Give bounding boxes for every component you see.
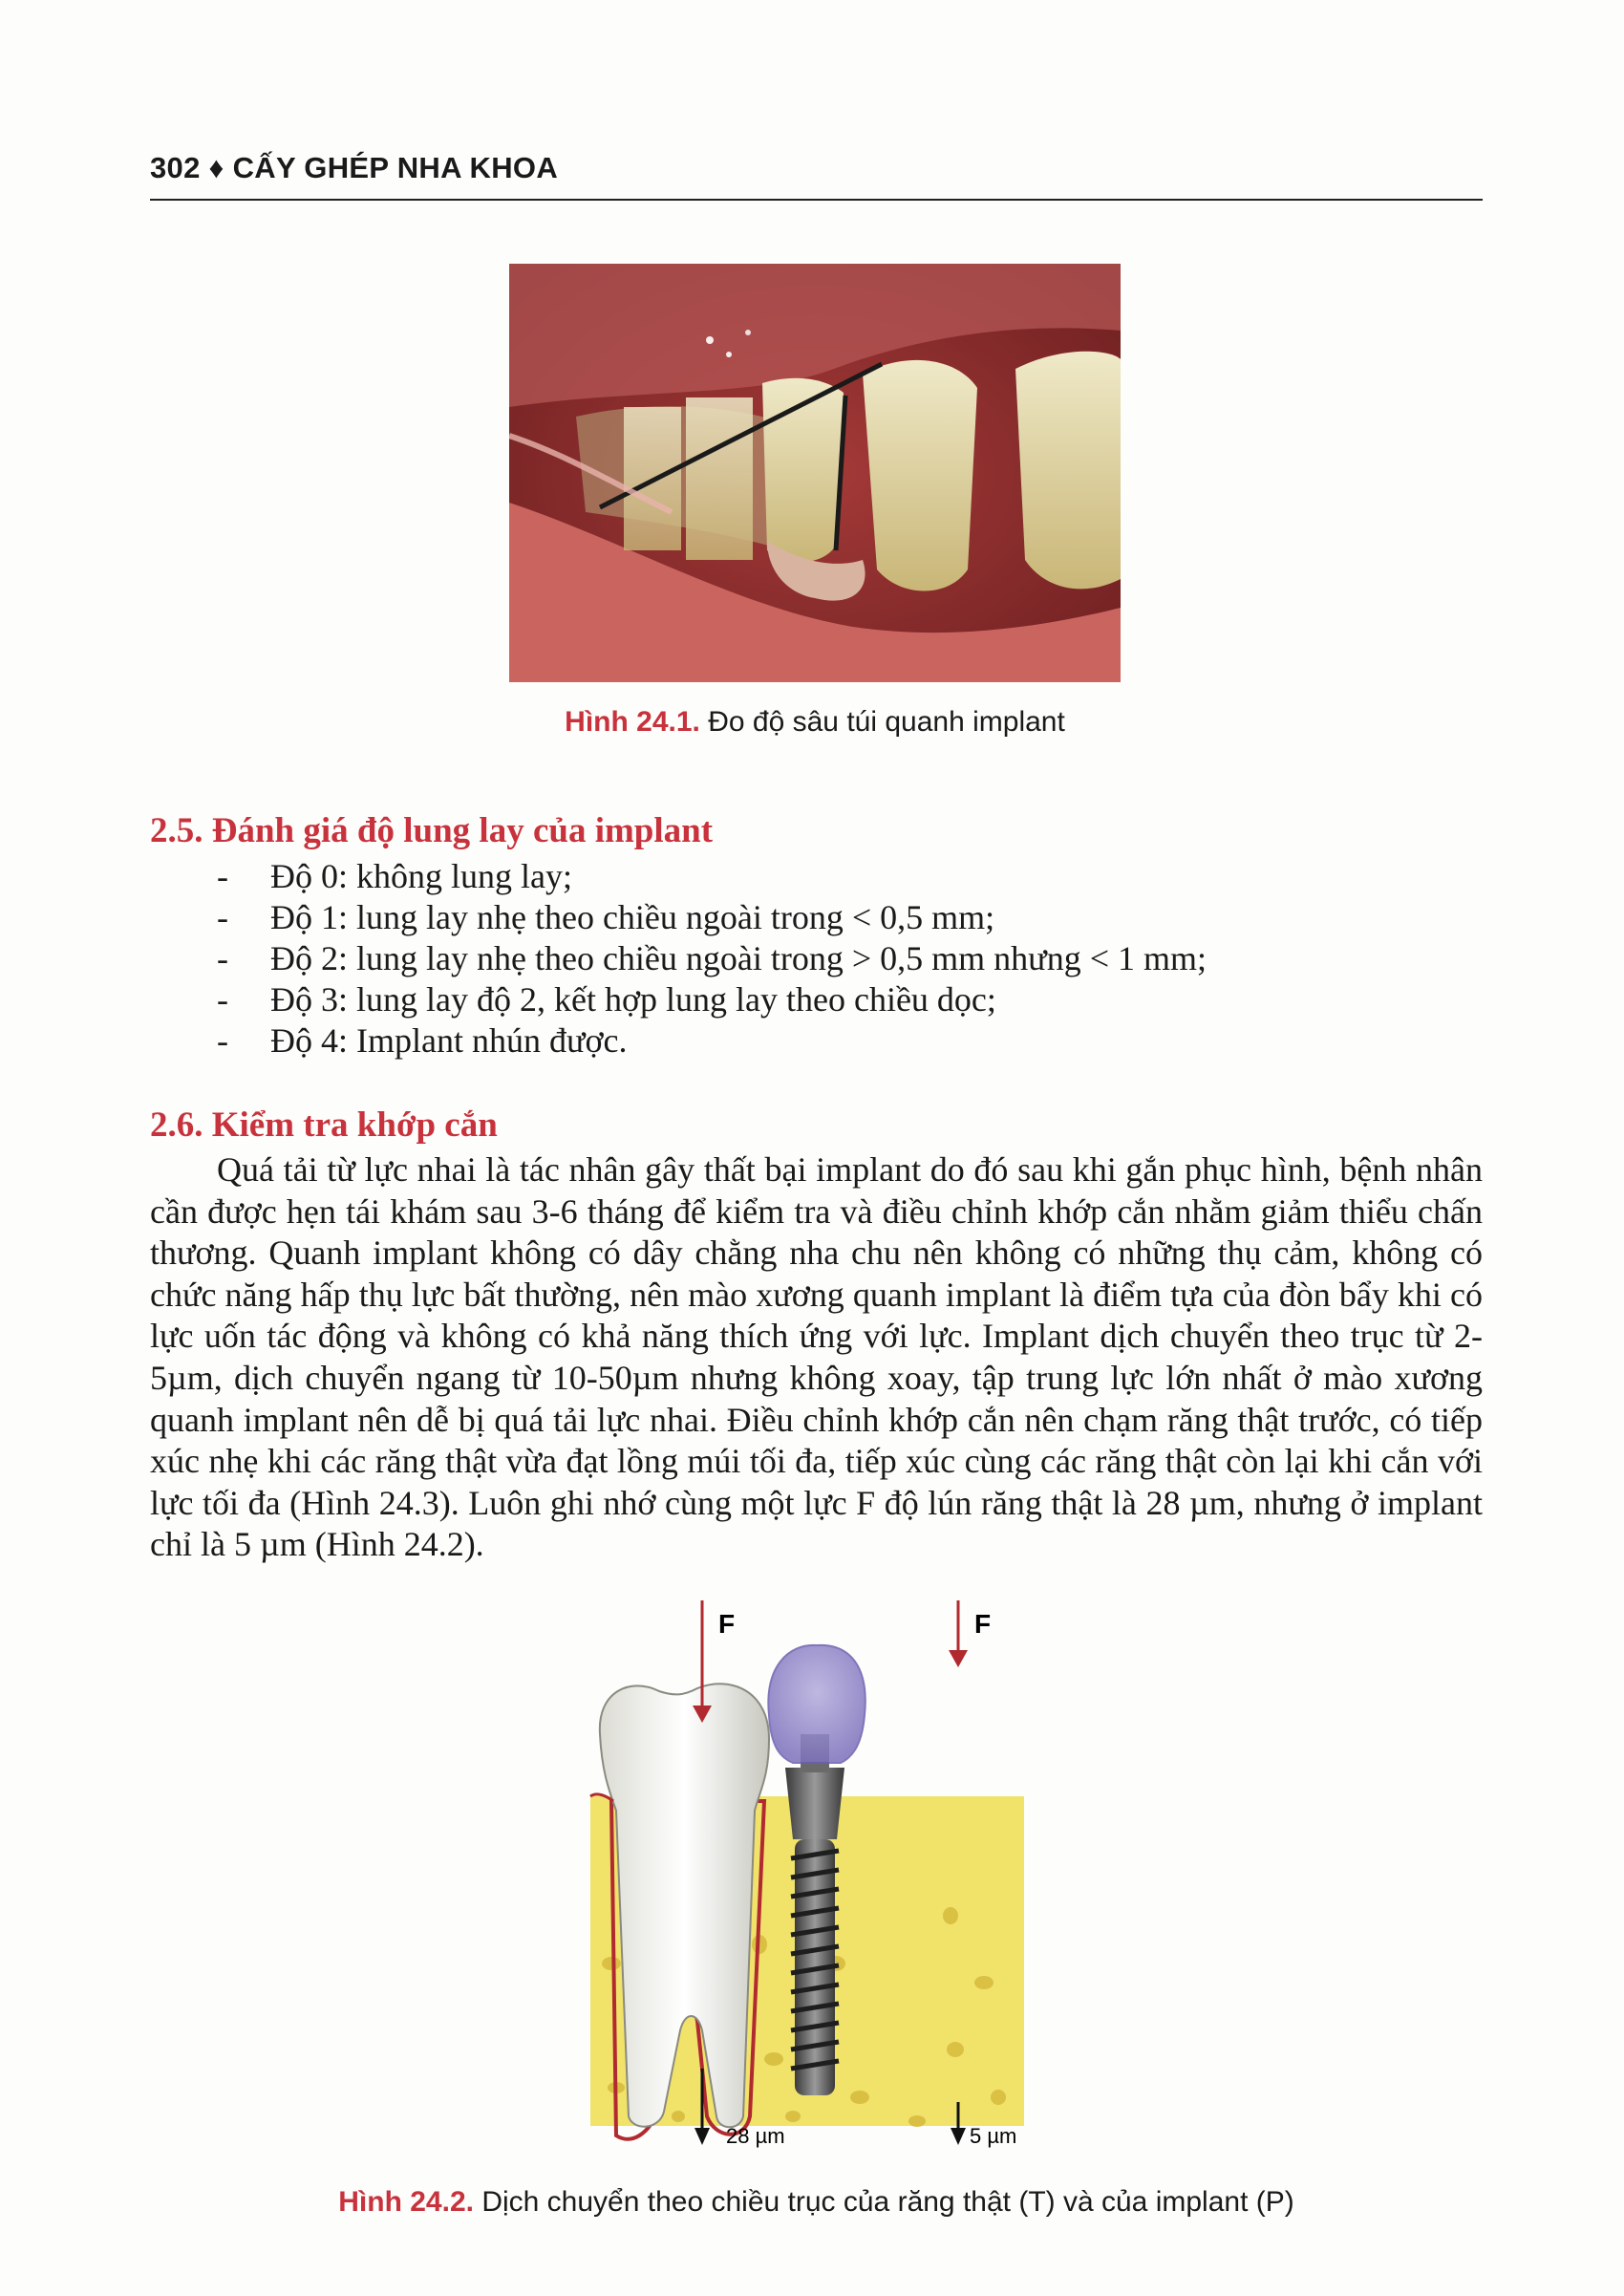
force-arrow-implant <box>949 1650 968 1667</box>
list-item-text: Độ 2: lung lay nhẹ theo chiều ngoài trong > 0,5 mm nhưng < 1 mm; <box>270 939 1207 977</box>
page-number: 302 <box>150 151 201 184</box>
body-paragraph: Quá tải từ lực nhai là tác nhân gây thất bại implant do đó sau khi gắn phục hình, bệnh nhân cần được hẹn tái khám sau 3-6 tháng để kiểm tra và điều chỉnh khớp cắn nhằm giảm thiểu chấn thương. Quanh implant không có dây chằng nha chu nên không có những thụ cảm, không có chức năng hấp thụ lực bất thường, nên mào xương quanh implant là điểm tựa của đòn bẩy khi có lực uốn tác động và không có khả năng thích ứng với lực. Implant dịch chuyển theo trục từ 2-5µm, dịch chuyển ngang từ 10-50µm nhưng không xoay, tập trung lực lớn nhất ở mào xương quanh implant nên dễ bị quá tải lực nhai. Điều chỉnh khớp cắn nên chạm răng thật trước, có tiếp xúc nhẹ khi các răng thật vừa đạt lồng múi tối đa, tiếp xúc cùng các răng thật còn lại khi cắn với lực tối đa (Hình 24.3). Luôn ghi nhớ cùng một lực F độ lún răng thật là 28 µm, nhưng ở implant chỉ là 5 µm (Hình 24.2). <box>150 1150 1483 1564</box>
list-item: - Độ 4: Implant nhún được. <box>217 1021 628 1060</box>
list-item: - Độ 2: lung lay nhẹ theo chiều ngoài trong > 0,5 mm nhưng < 1 mm; <box>217 939 1207 977</box>
diamond-separator: ♦ <box>208 151 224 184</box>
list-item: - Độ 0: không lung lay; <box>217 857 572 895</box>
figure-24-1-caption <box>509 706 1121 739</box>
figure-24-2-diagram <box>573 1600 1070 2164</box>
displacement-label-tooth: 28 µm <box>726 2124 785 2148</box>
book-title: CẤY GHÉP NHA KHOA <box>232 151 559 184</box>
header-rule <box>150 199 1483 201</box>
list-item-text: Độ 3: lung lay độ 2, kết hợp lung lay theo chiều dọc; <box>270 980 996 1019</box>
section-heading-2-6: 2.6. Kiểm tra khớp cắn <box>150 1105 498 1145</box>
list-item-text: Độ 1: lung lay nhẹ theo chiều ngoài trong < 0,5 mm; <box>270 898 995 936</box>
list-item: - Độ 1: lung lay nhẹ theo chiều ngoài trong < 0,5 mm; <box>217 898 995 936</box>
figure-number: Hình 24.1. <box>565 706 700 738</box>
force-label-implant: F <box>974 1609 992 1639</box>
mobility-grade-list <box>217 856 1207 1062</box>
implant-crown <box>768 1645 865 1763</box>
displacement-arrow-implant <box>951 2128 966 2145</box>
figure-24-1-photo <box>509 264 1121 682</box>
figure-caption-text: Dịch chuyển theo chiều trục của răng thật (T) và của implant (P) <box>481 2186 1294 2218</box>
force-label-tooth: F <box>718 1609 736 1639</box>
displacement-arrow-tooth <box>694 2128 710 2145</box>
figure-24-2-caption <box>150 2186 1483 2219</box>
running-header <box>150 151 1483 185</box>
list-item: - Độ 3: lung lay độ 2, kết hợp lung lay theo chiều dọc; <box>217 980 996 1019</box>
figure-number: Hình 24.2. <box>338 2186 474 2218</box>
list-item-text: Độ 0: không lung lay; <box>270 857 572 895</box>
list-item-text: Độ 4: Implant nhún được. <box>270 1021 628 1060</box>
displacement-label-implant: 5 µm <box>970 2124 1017 2148</box>
figure-caption-text: Đo độ sâu túi quanh implant <box>708 706 1065 738</box>
section-heading-2-5: 2.5. Đánh giá độ lung lay của implant <box>150 811 714 850</box>
